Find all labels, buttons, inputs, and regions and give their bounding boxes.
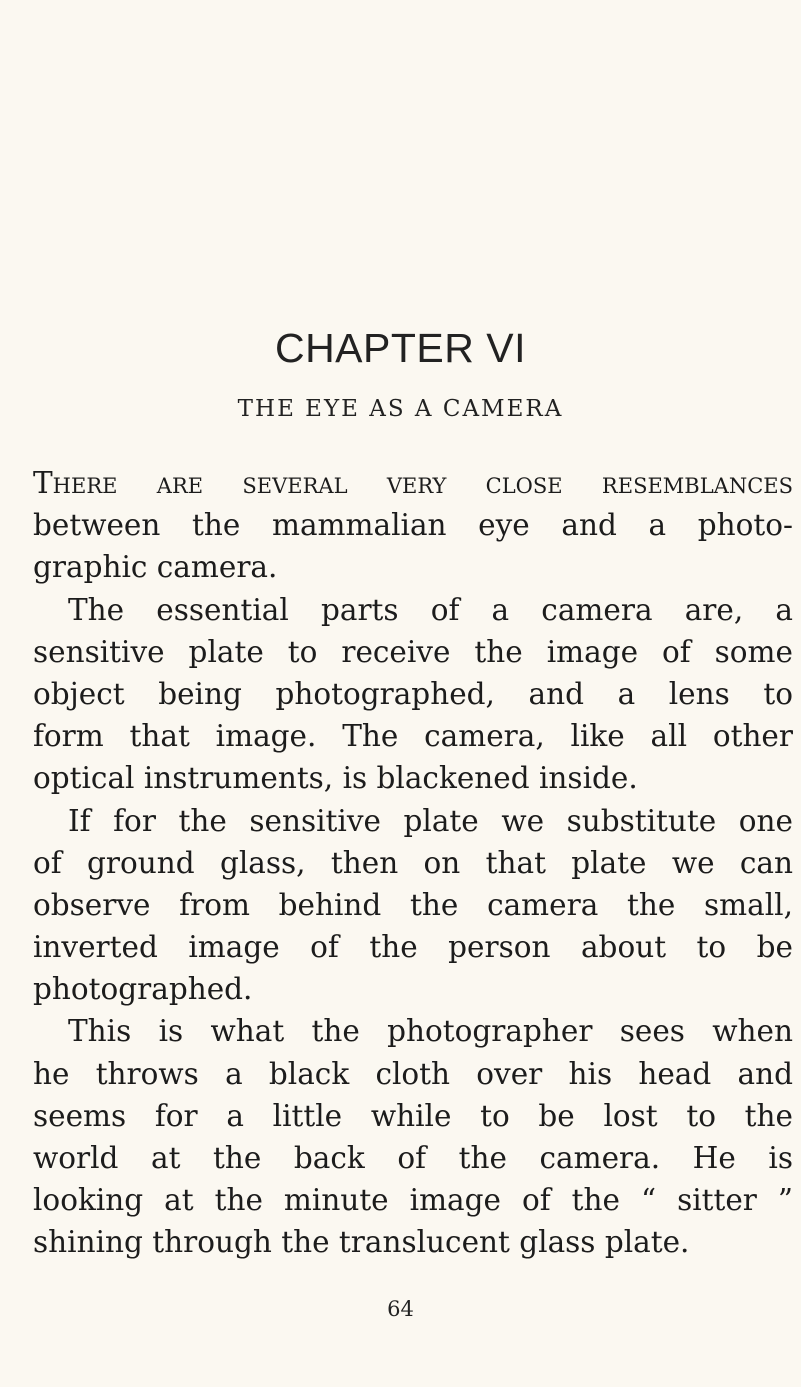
text-line: sensitive plate to receive the image of some xyxy=(33,634,793,669)
text-line: seems for a little while to be lost to the xyxy=(33,1098,793,1133)
text-line: object being photographed, and a lens to xyxy=(33,676,793,711)
text-line: This is what the photographer sees when xyxy=(68,1014,793,1049)
text-line: inverted image of the person about to be xyxy=(33,930,793,965)
text-line: looking at the minute image of the “ sitter ” xyxy=(33,1183,793,1218)
text-line: There are several very close resemblances xyxy=(33,466,793,500)
text-line: observe from behind the camera the small, xyxy=(33,887,793,922)
text-line: shining through the translucent glass plate. xyxy=(33,1225,690,1260)
text-line: If for the sensitive plate we substitute one xyxy=(68,803,793,838)
text-line: of ground glass, then on that plate we can xyxy=(33,845,793,880)
text-line: optical instruments, is blackened inside. xyxy=(33,761,638,796)
text-line: between the mammalian eye and a photo- xyxy=(33,508,793,543)
page-number: 64 xyxy=(387,1297,414,1321)
body-text xyxy=(33,462,793,1264)
text-line: he throws a black cloth over his head and xyxy=(33,1056,793,1091)
text-line: The essential parts of a camera are, a xyxy=(68,592,793,627)
text-line: form that image. The camera, like all other xyxy=(33,719,793,754)
chapter-title: THE EYE AS A CAMERA xyxy=(237,396,564,422)
text-line: world at the back of the camera. He is xyxy=(33,1141,793,1175)
text-line: photographed. xyxy=(33,972,253,1007)
text-line: graphic camera. xyxy=(33,550,278,585)
chapter-heading: CHAPTER VI xyxy=(274,325,527,371)
